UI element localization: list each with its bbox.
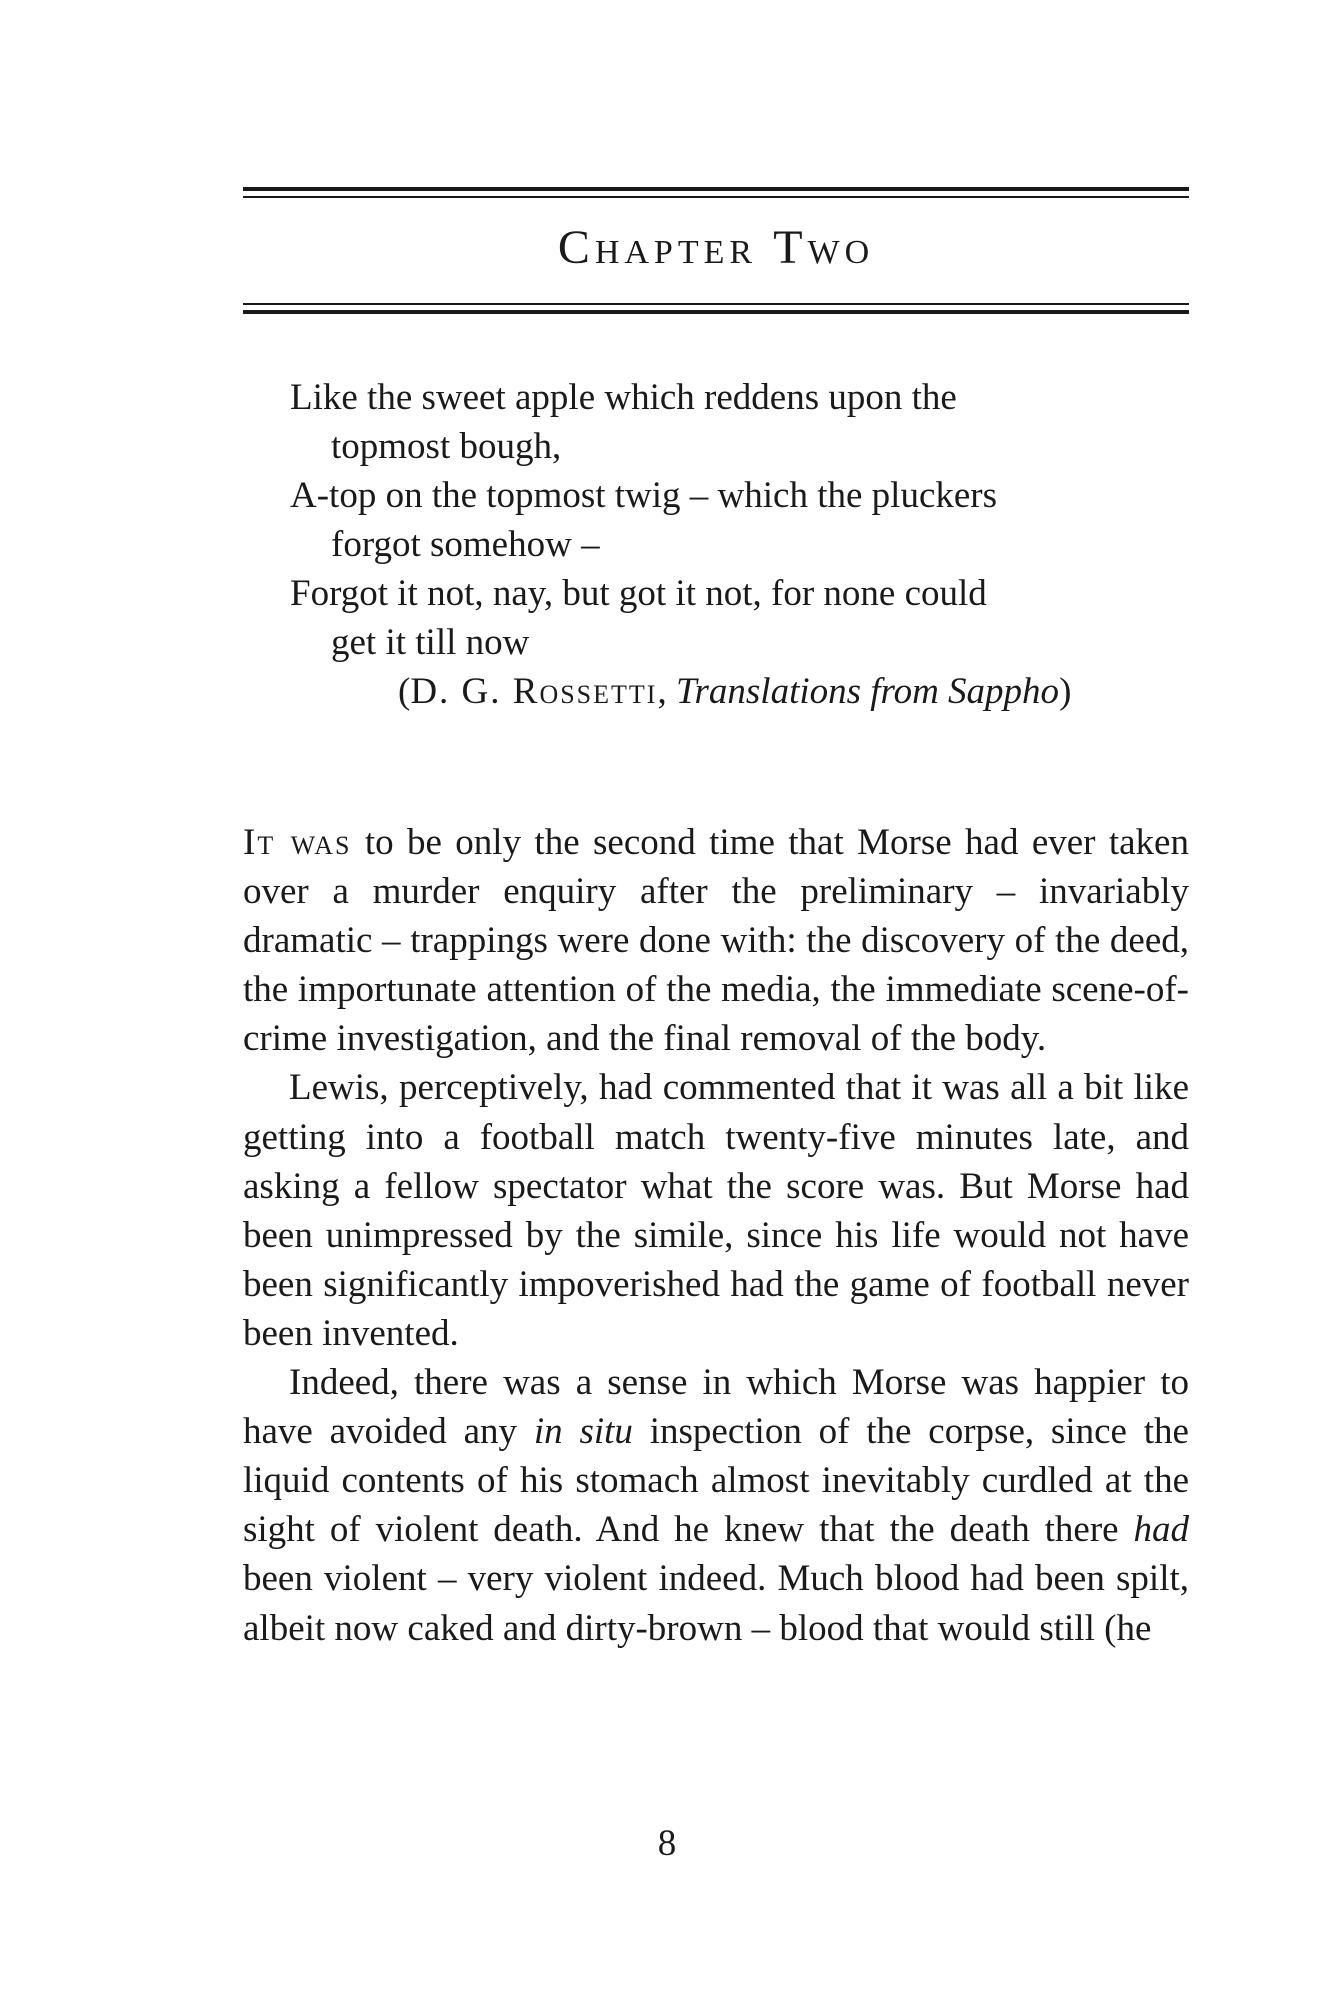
epigraph bbox=[290, 373, 1150, 716]
paragraph-1 bbox=[243, 818, 1189, 1063]
paragraph-3 bbox=[243, 1358, 1189, 1653]
body-text bbox=[243, 818, 1189, 1653]
paragraph-lead-caps: It was bbox=[243, 822, 352, 863]
epigraph-attribution bbox=[290, 667, 1150, 716]
attribution-separator: , bbox=[657, 671, 676, 712]
italic-had: had bbox=[1133, 1509, 1189, 1551]
epigraph-work: Translations from Sappho bbox=[675, 671, 1060, 712]
italic-in-situ: in situ bbox=[533, 1411, 633, 1453]
attribution-close: ) bbox=[1059, 671, 1072, 712]
attribution-open: ( bbox=[398, 671, 411, 712]
epigraph-line: A-top on the topmost twig – which the pluckers bbox=[290, 475, 998, 516]
epigraph-line: topmost bough, bbox=[331, 426, 562, 467]
epigraph-line: Forgot it not, nay, but got it not, for none could bbox=[290, 573, 987, 614]
paragraph-3-text-a: Indeed, there was a sense in which Morse was happier to have avoided any bbox=[243, 1362, 1189, 1453]
paragraph-1-text: to be only the second time that Morse had ever taken over a murder enquiry after the preliminary – invariably dramatic – trappings were done with: the discovery of the deed, the importunate attention of the media, the immediate scene-of-crime investigation, and the final removal of the body. bbox=[243, 822, 1189, 1060]
epigraph-line: forgot somehow – bbox=[331, 524, 600, 565]
chapter-bottom-rule bbox=[243, 303, 1189, 314]
chapter-top-rule bbox=[243, 187, 1189, 198]
epigraph-line: get it till now bbox=[331, 622, 530, 663]
chapter-title: Chapter Two bbox=[557, 221, 875, 274]
paragraph-3-text-c: been violent – very violent indeed. Much blood had been spilt, albeit now caked and dirty-brown – blood that would still (he bbox=[243, 1558, 1189, 1649]
paragraph-2: Lewis, perceptively, had commented that it was all a bit like getting into a football match twenty-five minutes late, and asking a fellow spectator what the score was. But Morse had been unimpressed by the simile, since his life would not have been significantly impoverished had the game of football never been invented. bbox=[243, 1067, 1189, 1354]
paragraph-3-text-b: inspection of the corpse, since the liquid contents of his stomach almost inevitably curdled at the sight of violent death. And he knew that the death there bbox=[243, 1411, 1189, 1551]
page-number: 8 bbox=[657, 1823, 677, 1864]
epigraph-author: D. G. Rossetti bbox=[410, 671, 658, 712]
epigraph-line: Like the sweet apple which reddens upon the bbox=[290, 377, 957, 418]
